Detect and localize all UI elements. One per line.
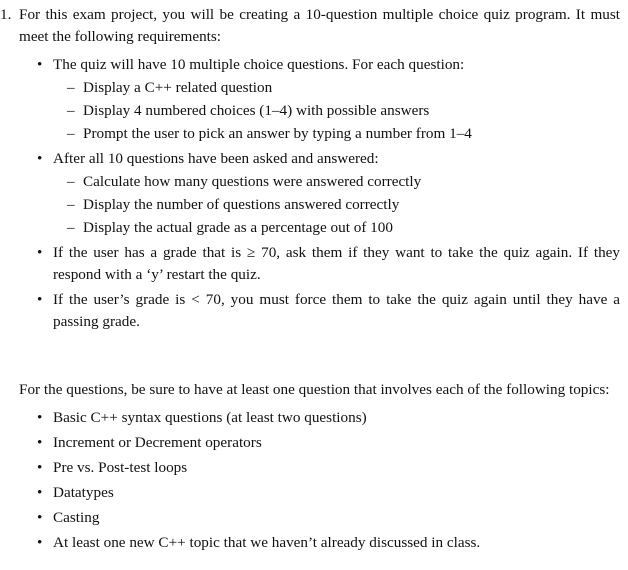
- topics-section: [19, 379, 619, 554]
- sub-requirements-list: [53, 171, 620, 239]
- bullet-icon: •: [37, 459, 43, 476]
- topic-item: [19, 457, 619, 479]
- item-intro: For this exam project, you will be creating a 10-question multiple choice quiz program. It must meet the following requirements:: [19, 6, 620, 45]
- dash-icon: –: [67, 219, 75, 236]
- topics-intro: For the questions, be sure to have at least one question that involves each of the following topics:: [19, 381, 610, 398]
- requirement-text: After all 10 questions have been asked and answered:: [53, 150, 379, 167]
- sub-requirement-item: [53, 194, 620, 216]
- bullet-icon: •: [37, 56, 43, 73]
- sub-requirement-text: Prompt the user to pick an answer by typing a number from 1–4: [83, 125, 472, 142]
- sub-requirement-text: Display the number of questions answered correctly: [83, 196, 400, 213]
- sub-requirement-text: Display 4 numbered choices (1–4) with possible answers: [83, 102, 430, 119]
- topic-text: At least one new C++ topic that we haven’t already discussed in class.: [53, 534, 481, 551]
- topic-text: Basic C++ syntax questions (at least two questions): [53, 409, 367, 426]
- bullet-icon: •: [37, 409, 43, 426]
- bullet-icon: •: [37, 434, 43, 451]
- topic-item: [19, 532, 619, 554]
- dash-icon: –: [67, 196, 75, 213]
- topic-text: Increment or Decrement operators: [53, 434, 262, 451]
- requirement-item: [0, 289, 620, 333]
- requirement-text: If the user has a grade that is ≥ 70, ask them if they want to take the quiz again. If they respond with a ‘y’ restart the quiz.: [53, 244, 620, 283]
- sub-requirement-item: [53, 217, 620, 239]
- topic-item: [19, 507, 619, 529]
- requirement-text: If the user’s grade is < 70, you must force them to take the quiz again until they have a passing grade.: [53, 291, 620, 330]
- item-number: 1.: [0, 6, 12, 23]
- dash-icon: –: [67, 173, 75, 190]
- exam-item-1: [0, 4, 620, 333]
- bullet-icon: •: [37, 244, 43, 261]
- requirement-text: The quiz will have 10 multiple choice questions. For each question:: [53, 56, 465, 73]
- bullet-icon: •: [37, 534, 43, 551]
- bullet-icon: •: [37, 291, 43, 308]
- dash-icon: –: [67, 102, 75, 119]
- sub-requirement-text: Display a C++ related question: [83, 79, 273, 96]
- topic-text: Pre vs. Post-test loops: [53, 459, 188, 476]
- requirement-item: [0, 242, 620, 286]
- topic-text: Casting: [53, 509, 100, 526]
- requirements-list: [0, 54, 620, 333]
- sub-requirement-item: [53, 171, 620, 193]
- sub-requirement-text: Display the actual grade as a percentage out of 100: [83, 219, 393, 236]
- bullet-icon: •: [37, 509, 43, 526]
- sub-requirements-list: [53, 77, 620, 145]
- topic-item: [19, 482, 619, 504]
- dash-icon: –: [67, 125, 75, 142]
- topic-text: Datatypes: [53, 484, 114, 501]
- sub-requirement-text: Calculate how many questions were answered correctly: [83, 173, 422, 190]
- bullet-icon: •: [37, 484, 43, 501]
- requirement-item: [0, 148, 620, 239]
- topic-item: [19, 432, 619, 454]
- sub-requirement-item: [53, 123, 620, 145]
- topics-list: [19, 407, 619, 554]
- requirement-item: [0, 54, 620, 145]
- dash-icon: –: [67, 79, 75, 96]
- sub-requirement-item: [53, 100, 620, 122]
- bullet-icon: •: [37, 150, 43, 167]
- topic-item: [19, 407, 619, 429]
- sub-requirement-item: [53, 77, 620, 99]
